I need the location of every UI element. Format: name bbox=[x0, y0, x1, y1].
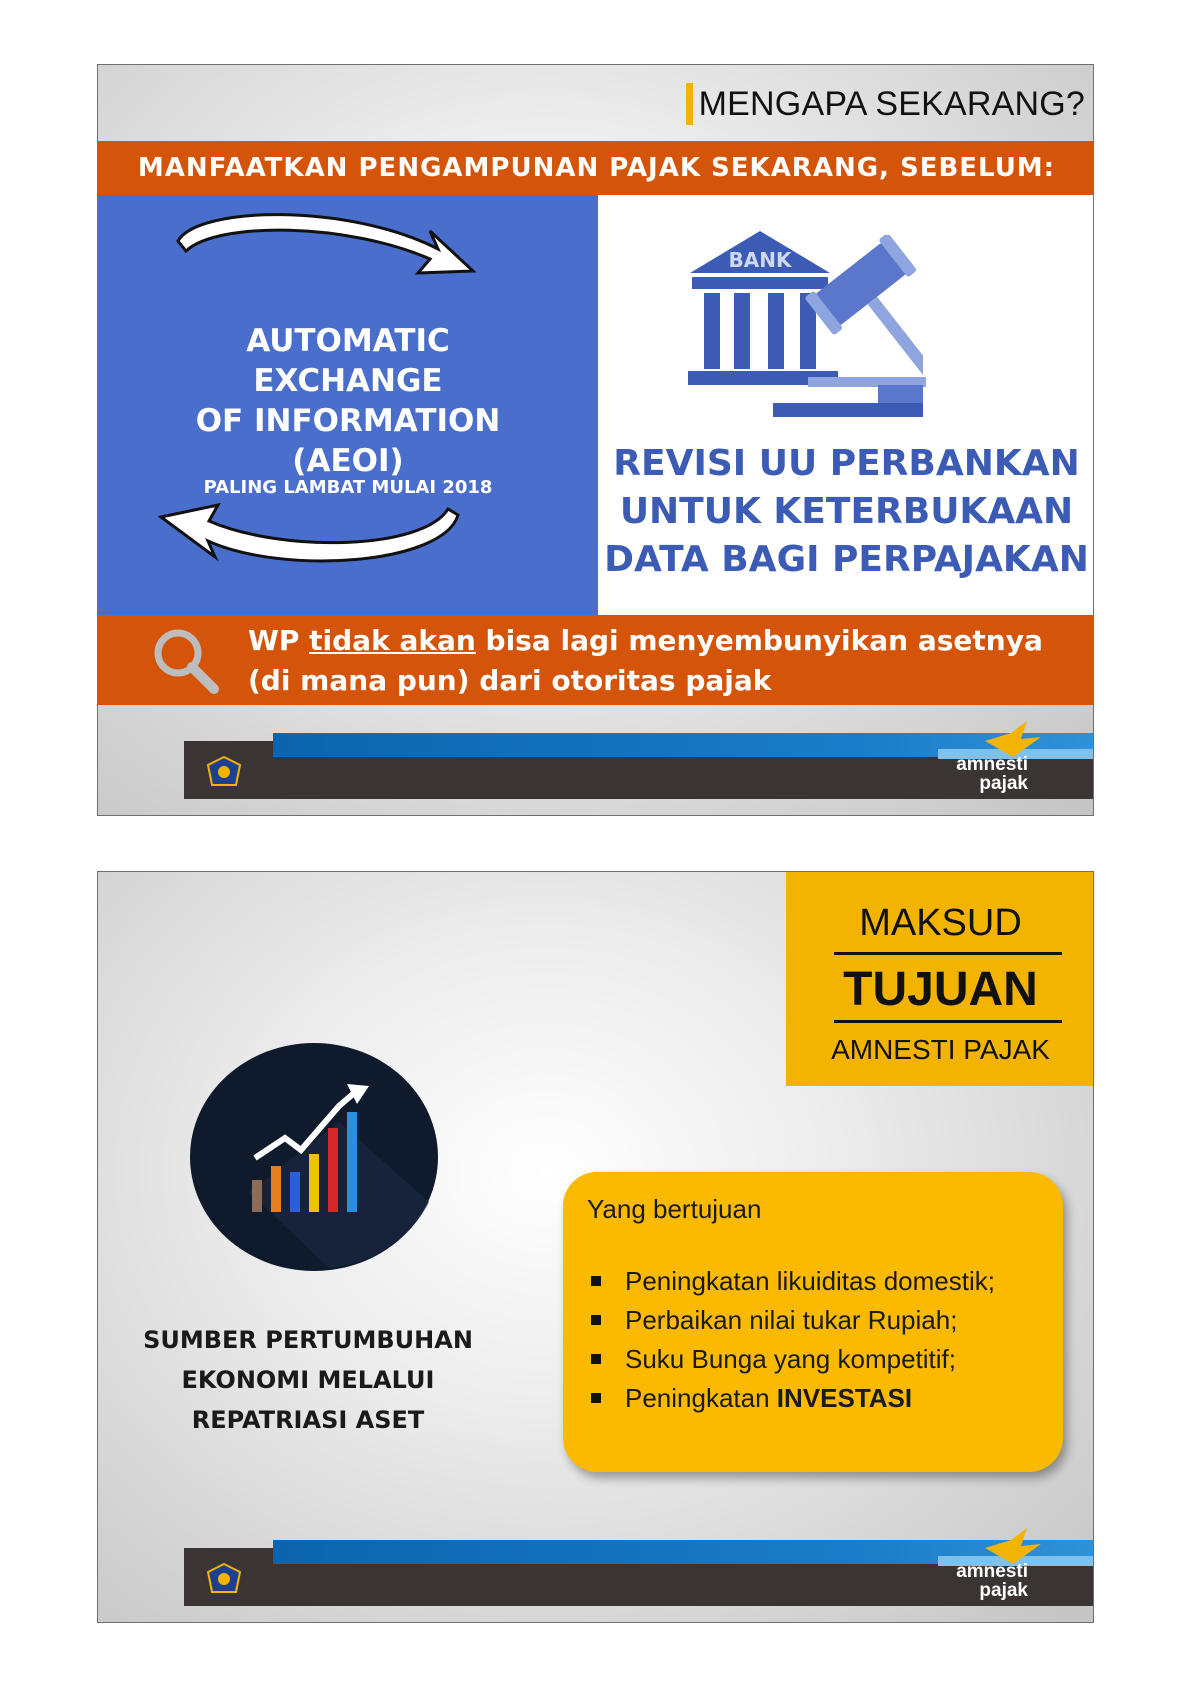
warning-text-line2: (di mana pun) dari otoritas pajak bbox=[248, 664, 772, 697]
slide-maksud-tujuan bbox=[97, 871, 1094, 1623]
warning-text bbox=[248, 621, 1043, 701]
bank-caption: REVISI UU PERBANKAN UNTUK KETERBUKAAN DATA BAGI PERPAJAKAN bbox=[604, 443, 1089, 580]
bank-sign: BANK bbox=[728, 248, 792, 272]
slide-title-group bbox=[686, 83, 1085, 125]
title-box bbox=[786, 872, 1094, 1086]
title-divider bbox=[834, 952, 1062, 955]
kemenkeu-emblem-icon bbox=[206, 755, 242, 789]
goal-text: Peningkatan likuiditas domestik; bbox=[625, 1266, 995, 1296]
slide-mengapa-sekarang bbox=[97, 64, 1094, 816]
goal-text: Suku Bunga yang kompetitif; bbox=[625, 1344, 956, 1374]
warning-text-underlined: tidak akan bbox=[309, 624, 476, 657]
growth-chart-icon bbox=[189, 1042, 439, 1272]
icon-caption: SUMBER PERTUMBUHAN EKONOMI MELALUI REPATRIASI ASET bbox=[143, 1326, 473, 1434]
amnesti-bird-logo-icon bbox=[983, 1526, 1043, 1566]
bullet-icon bbox=[591, 1276, 601, 1286]
title-tujuan: TUJUAN bbox=[843, 963, 1038, 1016]
bank-panel bbox=[598, 195, 1094, 615]
list-item bbox=[587, 1301, 1047, 1340]
orange-banner: MANFAATKAN PENGAMPUNAN PAJAK SEKARANG, SEBELUM: bbox=[98, 141, 1094, 195]
aeoi-title: AUTOMATIC EXCHANGE OF INFORMATION (AEOI) bbox=[195, 323, 501, 479]
bullet-icon bbox=[591, 1393, 601, 1403]
goals-box bbox=[563, 1172, 1063, 1472]
warning-text-part2: bisa lagi menyembunyikan asetnya bbox=[475, 624, 1043, 657]
title-maksud: MAKSUD bbox=[859, 902, 1022, 944]
aeoi-panel bbox=[98, 195, 598, 615]
goal-text-bold: INVESTASI bbox=[776, 1383, 913, 1413]
list-item bbox=[587, 1340, 1047, 1379]
curved-arrow-right-icon bbox=[168, 201, 488, 283]
goal-text: Perbaikan nilai tukar Rupiah; bbox=[625, 1305, 958, 1335]
slide-title: MENGAPA SEKARANG? bbox=[698, 84, 1085, 123]
aeoi-subtitle: PALING LAMBAT MULAI 2018 bbox=[203, 477, 493, 498]
goal-text-prefix: Peningkatan bbox=[625, 1383, 777, 1413]
kemenkeu-emblem-icon bbox=[206, 1562, 242, 1596]
bullet-icon bbox=[591, 1354, 601, 1364]
curved-arrow-left-icon bbox=[153, 495, 473, 577]
warning-bar bbox=[98, 615, 1094, 705]
amnesti-bird-logo-icon bbox=[983, 719, 1043, 759]
magnifier-icon bbox=[150, 625, 222, 697]
bullet-icon bbox=[591, 1315, 601, 1325]
list-item bbox=[587, 1379, 1047, 1418]
warning-text-part1: WP bbox=[248, 624, 310, 657]
goals-intro: Yang bertujuan bbox=[587, 1194, 762, 1224]
judge-gavel-icon bbox=[773, 235, 923, 425]
list-item bbox=[587, 1262, 1047, 1301]
amnesti-pajak-logo: amnesti pajak bbox=[956, 754, 1028, 794]
title-accent-bar bbox=[686, 83, 693, 125]
title-amnesti-pajak: AMNESTI PAJAK bbox=[831, 1034, 1050, 1065]
goals-list bbox=[587, 1262, 1047, 1418]
title-divider bbox=[834, 1020, 1062, 1023]
amnesti-pajak-logo: amnesti pajak bbox=[956, 1561, 1028, 1601]
